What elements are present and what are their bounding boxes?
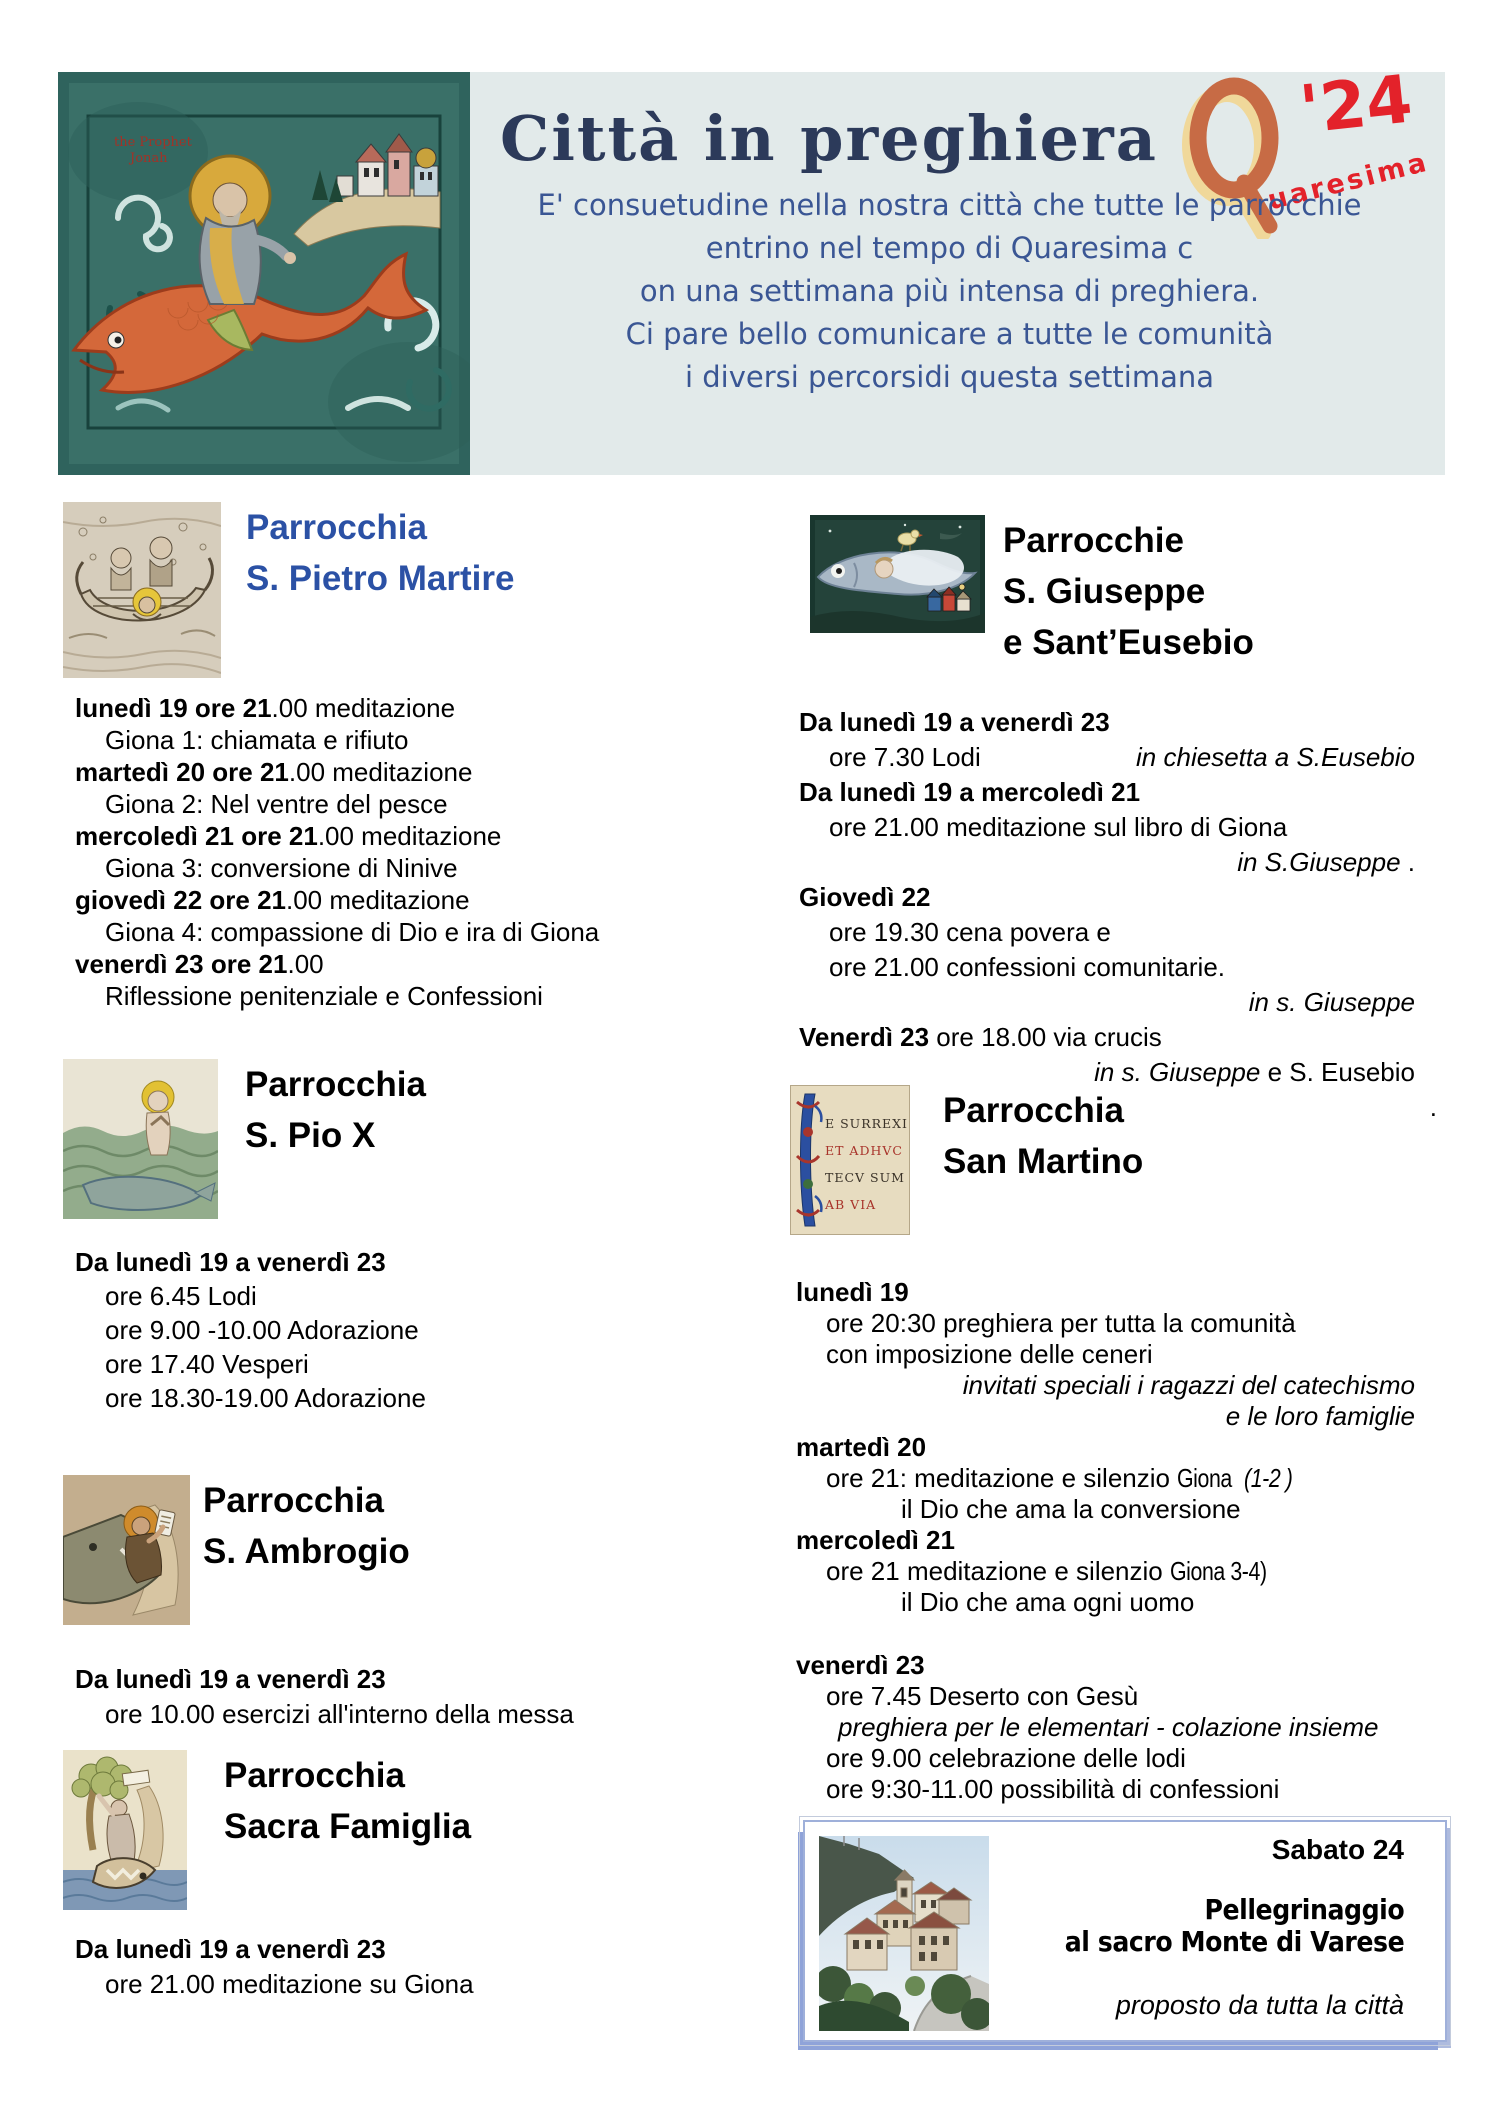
schedule-line	[799, 915, 1447, 950]
prophet-jonah-icon	[58, 72, 470, 475]
schedule-text: in chiesetta a S.Eusebio	[1136, 742, 1415, 772]
schedule-text: .00 meditazione	[317, 821, 502, 851]
intro-line: Ci pare bello comunicare a tutte le comunità	[625, 317, 1274, 351]
intro-line: E' consuetudine nella nostra città che tutte le parrocchie	[537, 188, 1362, 222]
schedule-text: mercoledì 21	[796, 1525, 955, 1555]
schedule-text: e S. Eusebio	[1260, 1057, 1415, 1087]
section-title-line: S. Pietro Martire	[246, 559, 515, 598]
schedule-text: ore 21: meditazione e silenzio	[826, 1463, 1178, 1493]
icon-caption-line1: the Prophet	[114, 135, 192, 150]
section-title-line: Parrocchia	[245, 1065, 426, 1104]
prophet-jonah-icon-art	[58, 72, 470, 475]
illuminated-initial	[791, 1086, 825, 1234]
schedule-text: ore 21.00 meditazione su Giona	[105, 1969, 474, 1999]
sabato-24-box	[803, 1820, 1447, 2042]
intro-text	[470, 184, 1429, 399]
fish-eye	[89, 1543, 97, 1551]
schedule-text: ore 7.30 Lodi	[829, 742, 981, 772]
schedule-line	[796, 1494, 1447, 1525]
schedule-line	[799, 950, 1447, 985]
section-title-line: Parrocchia	[246, 508, 427, 547]
section-title-line: S. Giuseppe	[1003, 572, 1206, 611]
prophet-head	[213, 183, 247, 217]
section-head	[799, 515, 1447, 668]
section-title	[224, 1750, 471, 1852]
manuscript-text-line: ET ADHVC	[825, 1143, 903, 1158]
section-head	[63, 502, 740, 678]
schedule-line	[799, 985, 1447, 1020]
sabato-note: proposto da tutta la città	[1115, 1990, 1404, 2020]
schedule-line	[796, 1370, 1447, 1401]
schedule-text: .00 meditazione	[288, 757, 473, 787]
manuscript-text-line: AB VIA	[825, 1197, 877, 1212]
schedule-line	[75, 1279, 740, 1313]
section-san-martino	[790, 1085, 1447, 1805]
schedule-text: Giona 4: compassione di Dio e ira di Giona	[105, 917, 600, 947]
section-head	[63, 1059, 740, 1219]
schedule-text: martedì 20	[796, 1432, 927, 1462]
schedule-line	[799, 810, 1447, 845]
prophet-hand	[284, 252, 296, 264]
schedule-line	[799, 845, 1447, 880]
schedule-text: e le loro famiglie	[1225, 1401, 1415, 1431]
schedule-text: in s. Giuseppe	[1094, 1057, 1261, 1087]
schedule-line	[75, 1245, 740, 1279]
section-title-line: Parrocchia	[943, 1091, 1124, 1130]
jonah-tree-image	[63, 1750, 187, 1910]
schedule	[63, 1662, 740, 1732]
section-s-pietro-martire	[63, 502, 740, 1012]
schedule-text: ore 18.30-19.00 Adorazione	[105, 1383, 426, 1413]
schedule-text: martedì 20 ore 21	[75, 757, 289, 787]
pellegrinaggio-line: Pellegrinaggio	[1204, 1893, 1404, 1926]
section-s-pio-x	[63, 1059, 740, 1415]
schedule-line	[796, 1774, 1447, 1805]
pellegrinaggio-line: al sacro Monte di Varese	[1064, 1925, 1404, 1958]
schedule-line	[796, 1556, 1447, 1587]
schedule-line	[799, 740, 1447, 775]
section-title-line: Sacra Famiglia	[224, 1807, 472, 1846]
section-sacra-famiglia	[63, 1750, 740, 2002]
schedule-text: ore 21.00 meditazione sul libro di Giona	[829, 812, 1288, 842]
sacro-monte-photo	[819, 1836, 989, 2031]
schedule-line	[796, 1432, 1447, 1463]
schedule-line	[75, 692, 740, 724]
schedule-text: .00 meditazione	[271, 693, 456, 723]
section-title	[246, 502, 514, 604]
schedule	[63, 1932, 740, 2002]
manuscript-image	[790, 1085, 910, 1235]
schedule-text: ore 10.00 esercizi all'interno della messa	[105, 1699, 574, 1729]
schedule-line	[75, 852, 740, 884]
section-title-line: S. Pio X	[245, 1116, 376, 1155]
schedule	[790, 1277, 1447, 1805]
schedule-text: Giovedì 22	[799, 882, 931, 912]
schedule-text: .	[1429, 1092, 1437, 1122]
schedule-text: Giona 1: chiamata e rifiuto	[105, 725, 409, 755]
schedule-text: Giona 3-4)	[1169, 1556, 1267, 1586]
header-band	[58, 60, 1445, 475]
fish-eye	[140, 1873, 147, 1880]
schedule-text: ore 21 meditazione e silenzio	[826, 1556, 1170, 1586]
schedule-line	[796, 1277, 1447, 1308]
section-s-ambrogio	[63, 1475, 740, 1732]
schedule-text: lunedì 19 ore 21	[75, 693, 272, 723]
schedule-text: venerdì 23 ore 21	[75, 949, 288, 979]
schedule-text: ore 20:30 preghiera per tutta la comunità	[826, 1308, 1296, 1338]
schedule-line	[796, 1712, 1447, 1743]
schedule-text: in s. Giuseppe	[1248, 987, 1415, 1017]
section-title-line: Parrocchia	[224, 1756, 405, 1795]
header-content	[470, 60, 1445, 475]
section-title	[245, 1059, 426, 1161]
jonah-fish-icon-image	[63, 1475, 190, 1625]
schedule-text: ore 21.00 confessioni comunitarie.	[829, 952, 1226, 982]
jonah-sea-image	[63, 1059, 218, 1219]
schedule-text: Da lunedì 19 a venerdì 23	[75, 1247, 386, 1277]
schedule-line	[75, 788, 740, 820]
schedule	[799, 705, 1447, 1125]
manuscript-text	[825, 1086, 908, 1234]
section-head	[63, 1475, 740, 1625]
schedule-text: mercoledì 21 ore 21	[75, 821, 318, 851]
schedule-text: ore 6.45 Lodi	[105, 1281, 257, 1311]
schedule-line	[75, 756, 740, 788]
schedule-text: .00	[287, 949, 324, 979]
fish-angel-painting-image	[810, 515, 985, 633]
manuscript-text-line: TECV SUM	[825, 1170, 905, 1185]
section-title-line: e Sant’Eusebio	[1003, 623, 1254, 662]
schedule-text: Giona 3: conversione di Ninive	[105, 853, 458, 883]
schedule-text: .	[1400, 847, 1415, 877]
pellegrinaggio-text	[1064, 1894, 1404, 1958]
schedule-text: ore 9.00 celebrazione delle lodi	[826, 1743, 1186, 1773]
schedule-line	[75, 1932, 740, 1967]
schedule-text: giovedì 22 ore 21	[75, 885, 286, 915]
schedule-line	[75, 980, 740, 1012]
section-title-line: San Martino	[943, 1142, 1144, 1181]
schedule-line	[796, 1308, 1447, 1339]
schedule-text: Giona	[1177, 1463, 1233, 1493]
schedule-line	[796, 1401, 1447, 1432]
logo-year: '24	[1296, 60, 1416, 149]
schedule-text: Giona 2: Nel ventre del pesce	[105, 789, 448, 819]
schedule-line	[796, 1339, 1447, 1370]
schedule-line	[796, 1587, 1447, 1618]
schedule-text: Da lunedì 19 a venerdì 23	[75, 1664, 386, 1694]
schedule-line	[799, 880, 1447, 915]
schedule-line	[75, 1381, 740, 1415]
page-title: Città in preghiera	[500, 102, 1158, 175]
schedule-text: ore 7.45 Deserto con Gesù	[826, 1681, 1139, 1711]
schedule-text: con imposizione delle ceneri	[826, 1339, 1153, 1369]
section-title	[943, 1085, 1143, 1187]
section-title-line: S. Ambrogio	[203, 1532, 410, 1571]
schedule-text: Da lunedì 19 a mercoledì 21	[799, 777, 1141, 807]
jonah-boat-image	[63, 502, 221, 678]
schedule-line	[75, 1313, 740, 1347]
schedule-text: Da lunedì 19 a venerdì 23	[799, 707, 1110, 737]
schedule-text: ore 9.00 -10.00 Adorazione	[105, 1315, 419, 1345]
schedule-text: invitati speciali i ragazzi del catechismo	[962, 1370, 1415, 1400]
schedule	[63, 692, 740, 1012]
schedule-line	[75, 884, 740, 916]
schedule-text: Riflessione penitenziale e Confessioni	[105, 981, 543, 1011]
schedule-text: venerdì 23	[796, 1650, 925, 1680]
schedule-line	[796, 1650, 1447, 1681]
schedule-text: ore 19.30 cena povera e	[829, 917, 1111, 947]
schedule-line	[796, 1681, 1447, 1712]
schedule-text: ore 9:30-11.00 possibilità di confessioni	[826, 1774, 1280, 1804]
schedule	[63, 1245, 740, 1415]
schedule-line	[75, 916, 740, 948]
schedule-text: Venerdì 23	[799, 1022, 930, 1052]
monk-robe	[125, 1533, 161, 1583]
schedule-line	[75, 820, 740, 852]
schedule-line	[796, 1463, 1447, 1494]
schedule-text: il Dio che ama la conversione	[901, 1494, 1241, 1524]
section-head	[63, 1750, 740, 1910]
schedule-line	[75, 1967, 740, 2002]
schedule-line	[799, 705, 1447, 740]
schedule-text: il Dio che ama ogni uomo	[901, 1587, 1195, 1617]
schedule-line	[796, 1743, 1447, 1774]
schedule-text: (1-2 )	[1244, 1463, 1293, 1493]
schedule-text: ore 18.00 via crucis	[929, 1022, 1162, 1052]
intro-line: entrino nel tempo di Quaresima c	[705, 231, 1194, 265]
schedule-line	[75, 724, 740, 756]
schedule-text: Da lunedì 19 a venerdì 23	[75, 1934, 386, 1964]
section-head	[790, 1085, 1447, 1235]
schedule-line	[799, 775, 1447, 810]
schedule-text: in S.Giuseppe	[1237, 847, 1401, 877]
fish-eye	[836, 568, 842, 574]
section-title	[203, 1475, 410, 1577]
icon-caption-line2: Jonah	[130, 151, 168, 166]
schedule-line	[75, 1697, 740, 1732]
intro-line: i diversi percorsidi questa settimana	[684, 360, 1215, 394]
fish-eye	[115, 337, 122, 344]
schedule-line	[799, 1020, 1447, 1055]
section-title-line: Parrocchia	[203, 1481, 384, 1520]
schedule-line	[75, 1347, 740, 1381]
section-title	[1003, 515, 1254, 668]
schedule-text: ore 17.40 Vesperi	[105, 1349, 309, 1379]
manuscript-text-line: E SURREXI	[825, 1116, 908, 1131]
section-title-line: Parrocchie	[1003, 521, 1184, 560]
schedule-line	[75, 1662, 740, 1697]
sabato-title: Sabato 24	[1271, 1834, 1404, 1865]
schedule-text: preghiera per le elementari - colazione insieme	[838, 1712, 1379, 1742]
logo-word: uaresima	[1264, 146, 1433, 217]
schedule-line	[796, 1525, 1447, 1556]
section-s-giuseppe-sant-eusebio	[799, 515, 1447, 1125]
schedule-line	[75, 948, 740, 980]
schedule-text: lunedì 19	[796, 1277, 909, 1307]
intro-line: on una settimana più intensa di preghiera.	[639, 274, 1260, 308]
schedule-text: .00 meditazione	[285, 885, 470, 915]
